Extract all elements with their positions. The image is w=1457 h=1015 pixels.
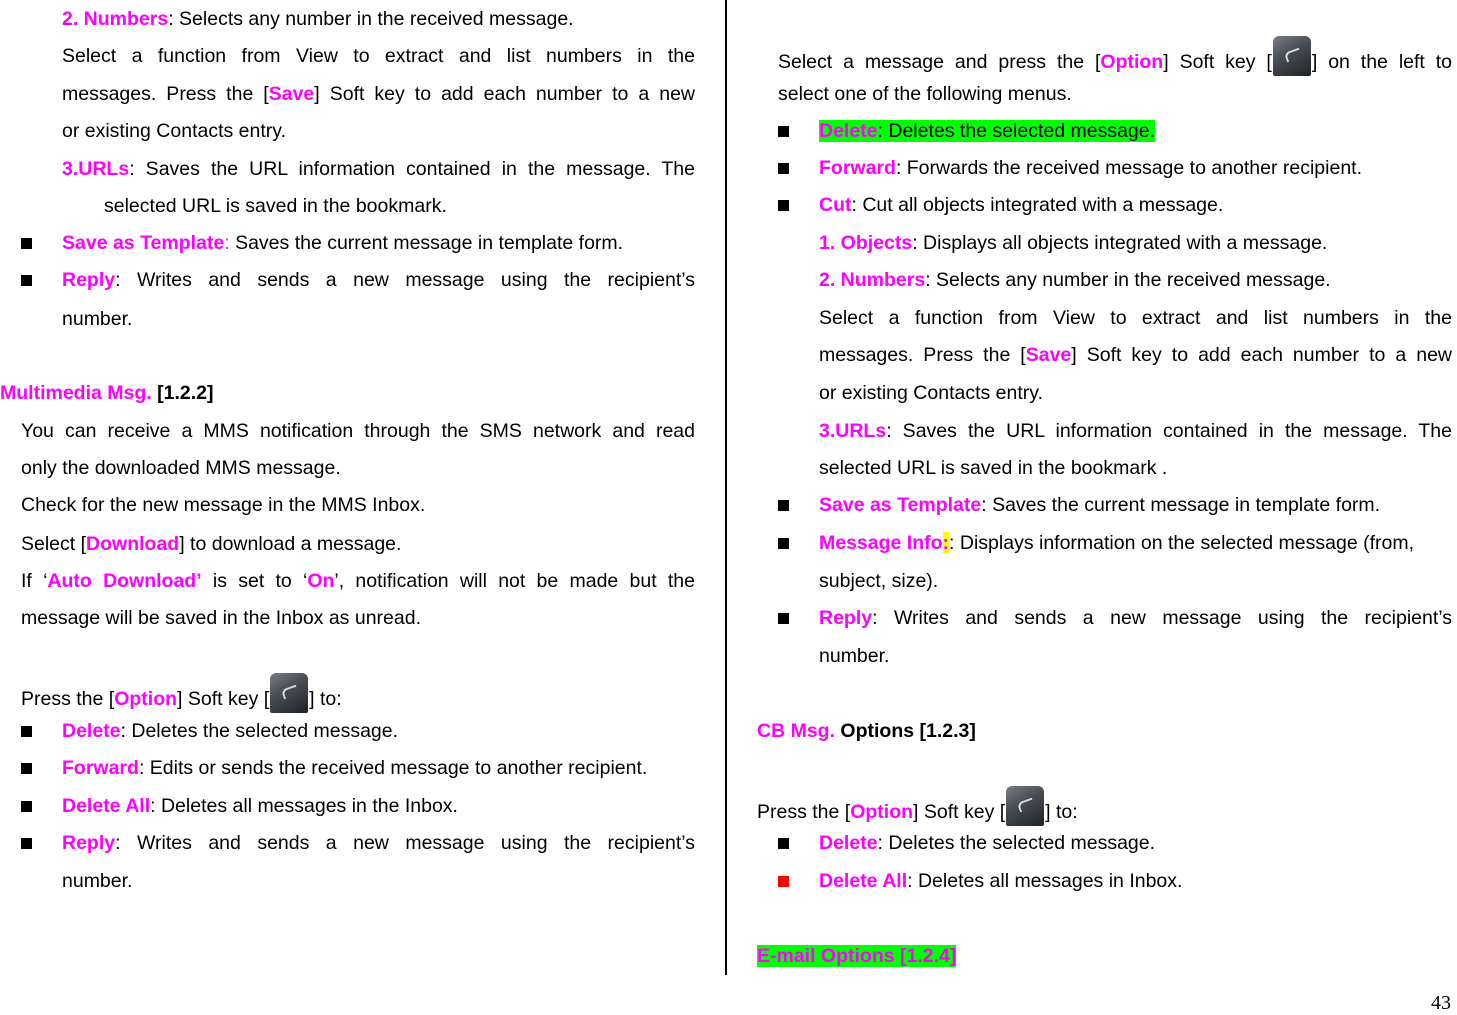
- objects-item: 1. Objects: Displays all objects integrated with a message.: [819, 232, 1328, 254]
- message-info-item: Message Info:: Displays information on the selected message (from,: [819, 532, 1414, 554]
- reply-line2: number.: [819, 645, 890, 667]
- bullet-icon: [778, 613, 789, 624]
- urls-item: 3.URLs: Saves the URL information contained in the message. The: [819, 420, 1452, 442]
- option-label: Option: [1100, 51, 1164, 73]
- numbers-item: 2. Numbers: Selects any number in the received message.: [819, 269, 1331, 291]
- list-item: Delete: Deletes the selected message.: [62, 720, 399, 742]
- bullet-icon: [21, 726, 32, 737]
- delete-item: Delete: Deletes the selected message.: [819, 120, 1156, 142]
- reply-item: Reply: Writes and sends a new message using the recipient’s: [819, 607, 1452, 629]
- intro-line2: select one of the following menus.: [778, 83, 1072, 105]
- numbers-desc-line1: Select a function from View to extract and list numbers in the: [62, 45, 695, 67]
- bullet-icon: [21, 238, 32, 249]
- list-item: Delete All: Deletes all messages in the Inbox.: [62, 795, 458, 817]
- mms-heading-label: Multimedia Msg.: [0, 382, 152, 404]
- save-label: Save: [268, 83, 315, 105]
- intro-line: Select a message and press the [Option] Soft key [ ] on the left to: [778, 36, 1452, 76]
- urls-line2: selected URL is saved in the bookmark .: [819, 457, 1168, 479]
- reply-label: Reply: [62, 269, 116, 291]
- option-label: Option: [850, 801, 914, 823]
- press-option-line: Press the [Option] Soft key [ ] to:: [757, 786, 1078, 826]
- bullet-icon: [21, 763, 32, 774]
- numbers-desc-line3: or existing Contacts entry.: [62, 120, 286, 142]
- list-item: Reply: Writes and sends a new message using the recipient’s: [62, 832, 695, 854]
- mms-paragraph-4: If ‘Auto Download’ is set to ‘On’, notification will not be made but the: [21, 570, 695, 592]
- mms-paragraph-2: Check for the new message in the MMS Inbox.: [21, 494, 426, 516]
- bullet-icon: [778, 500, 789, 511]
- page-number: 43: [1431, 992, 1451, 1014]
- numbers-desc-line3: or existing Contacts entry.: [819, 382, 1043, 404]
- email-heading: E-mail Options [1.2.4]: [757, 945, 957, 967]
- bullet-icon: [778, 838, 789, 849]
- message-info-line2: subject, size).: [819, 570, 939, 592]
- bullet-icon: [778, 126, 789, 137]
- numbers-desc-line2: messages. Press the [Save] Soft key to add each number to a new: [62, 83, 695, 105]
- bullet-icon: [21, 801, 32, 812]
- bullet-icon: [778, 200, 789, 211]
- numbers-desc-line1: Select a function from View to extract and list numbers in the: [819, 307, 1452, 329]
- download-label: Download: [86, 533, 180, 555]
- list-item-line2: number.: [62, 870, 133, 892]
- press-option-line: Press the [Option] Soft key [ ] to:: [21, 673, 342, 713]
- list-item: Forward: Edits or sends the received message to another recipient.: [62, 757, 648, 779]
- bullet-icon: [778, 163, 789, 174]
- bullet-icon: [21, 838, 32, 849]
- on-label: On: [307, 570, 335, 592]
- urls-item: 3.URLs: Saves the URL information contained in the message. The: [62, 158, 695, 180]
- mms-heading: Multimedia Msg. [1.2.2]: [0, 382, 214, 404]
- bullet-icon: [778, 876, 789, 887]
- column-divider: [725, 0, 727, 975]
- save-template-item: Save as Template: Saves the current message in template form.: [819, 494, 1381, 516]
- soft-key-icon: [270, 673, 308, 713]
- forward-item: Forward: Forwards the received message to another recipient.: [819, 157, 1363, 179]
- soft-key-icon: [1006, 786, 1044, 826]
- numbers-desc-line2: messages. Press the [Save] Soft key to add each number to a new: [819, 344, 1452, 366]
- urls-label: 3.URLs: [62, 158, 130, 180]
- mms-paragraph-3: Select [Download] to download a message.: [21, 533, 402, 555]
- cb-heading: CB Msg. Options [1.2.3]: [757, 720, 976, 742]
- list-item: Delete All: Deletes all messages in Inbox.: [819, 870, 1183, 892]
- save-template-label: Save as Template: [62, 232, 225, 254]
- save-label: Save: [1025, 344, 1072, 366]
- auto-download-label: Auto Download’: [47, 570, 202, 592]
- numbers-item: 2. Numbers: Selects any number in the received message.: [62, 8, 574, 30]
- option-label: Option: [114, 688, 178, 710]
- mms-paragraph-1b: only the downloaded MMS message.: [21, 457, 341, 479]
- soft-key-icon: [1273, 36, 1311, 76]
- mms-paragraph-4b: message will be saved in the Inbox as unread.: [21, 607, 421, 629]
- bullet-icon: [21, 275, 32, 286]
- reply-line2: number.: [62, 308, 133, 330]
- list-item: Delete: Deletes the selected message.: [819, 832, 1156, 854]
- save-template-item: Save as Template: Saves the current message in template form.: [62, 232, 624, 254]
- urls-line2: selected URL is saved in the bookmark.: [104, 195, 447, 217]
- mms-paragraph-1: You can receive a MMS notification through the SMS network and read: [21, 420, 695, 442]
- reply-item: Reply: Writes and sends a new message using the recipient’s: [62, 269, 695, 291]
- cut-item: Cut: Cut all objects integrated with a message.: [819, 194, 1224, 216]
- numbers-label: 2. Numbers: [62, 8, 169, 30]
- bullet-icon: [778, 538, 789, 549]
